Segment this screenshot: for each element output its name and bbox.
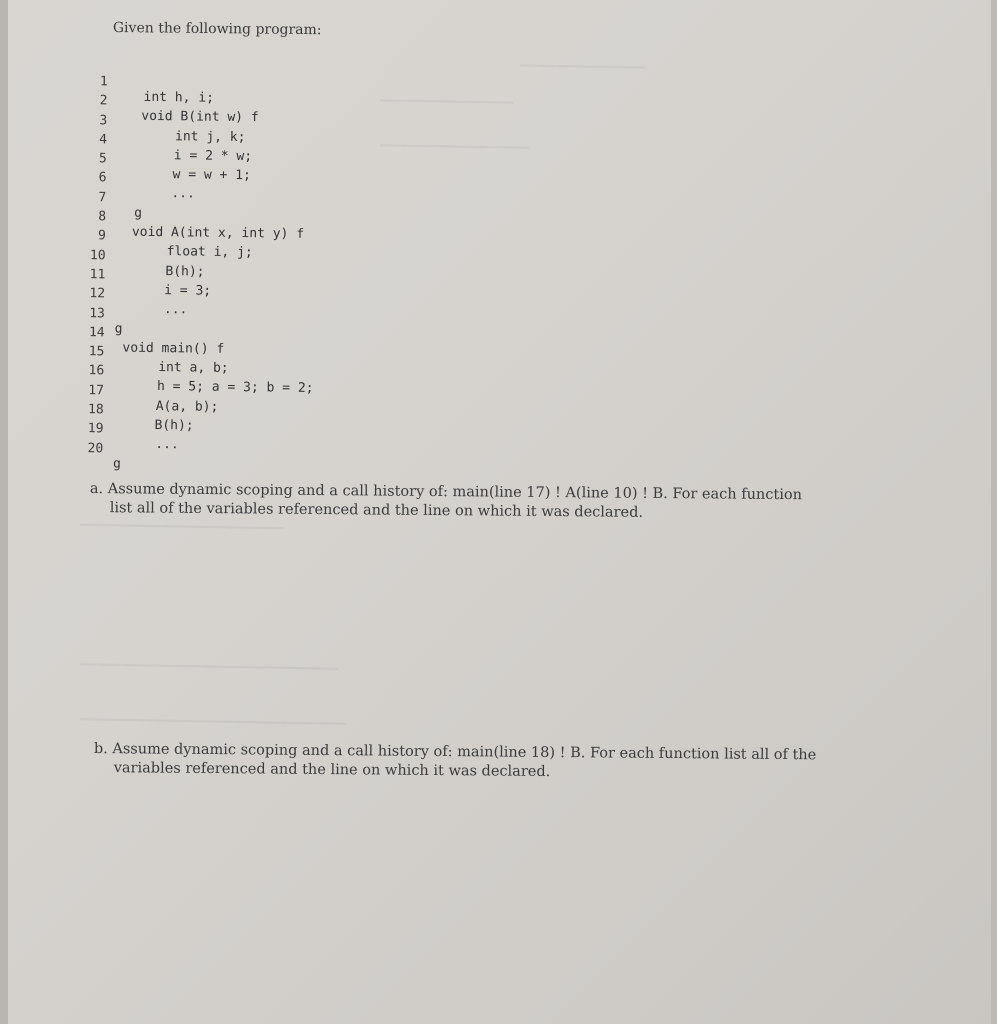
line-number: 18 [87,402,104,418]
code-line [71,426,121,472]
code-text: A(a, b); [155,398,219,415]
question-a-line-2: list all of the variables referenced and the line on which it was declared. [109,500,644,521]
line-number: 14 [88,325,105,341]
line-number: 7 [98,190,107,206]
code-line [75,155,195,202]
line-number: 8 [98,209,107,225]
paper-edge-right [991,0,997,1024]
code-text: float i, j; [166,244,253,261]
line-number: 9 [97,228,106,244]
line-number: 13 [89,305,105,321]
code-text: ... [155,437,179,453]
line-number: 19 [87,421,104,437]
line-number: 6 [98,170,107,186]
code-text: i = 2 * w; [173,148,253,165]
question-b-line-2: variables referenced and the line on which it was declared. [113,760,551,780]
line-number: 1 [99,74,108,90]
code-line [74,194,305,242]
code-line [76,59,215,106]
code-text: int h, i; [143,89,215,106]
code-text: void A(int x, int y) f [131,224,305,242]
code-text: ... [171,186,195,202]
line-number: 2 [99,93,108,109]
paper-edge-left [0,0,8,1024]
line-number: 11 [89,267,106,283]
line-number: 12 [89,286,106,302]
line-number: 16 [88,363,105,379]
bleed-through-shadow: ━━━━━━━━━━━━━━━━━━━━━━━━━━━━━━━━━ [79,657,339,678]
question-a [90,480,910,525]
code-text: w = w + 1; [172,167,251,184]
code-line [74,175,143,221]
bleed-through-shadow: ━━━━━━━━━━━━━━━━━ [379,93,514,112]
code-text: i = 3; [164,283,212,299]
intro-text: Given the following program: [112,20,322,39]
bleed-through-shadow: ━━━━━━━━━━━━━━━━━━━━━━━━━━━━━━━━━━ [79,712,347,733]
code-text: B(h); [154,418,194,434]
line-number: 4 [99,132,108,148]
line-number: 17 [88,382,105,399]
code-text: B(h); [165,263,205,280]
bleed-through-shadow: ━━━━━━━━━━━━━━━━━━━ [379,138,529,157]
question-a-line-1: a. Assume dynamic scoping and a call history of: main(line 17) ! A(line 10) ! B. For each function [89,480,803,504]
line-number: 10 [89,247,106,264]
code-listing [71,59,314,472]
code-text: g [134,205,143,221]
line-number: 15 [88,344,105,360]
code-text: ... [163,302,188,318]
line-number: 20 [87,440,104,457]
code-text: h = 5; a = 3; b = 2; [156,379,314,397]
code-text: g [114,321,123,337]
bleed-through-shadow: ━━━━━━━━━━━━━━━━━━━━━━━━━━ [79,518,284,537]
line-number: 3 [99,112,108,128]
question-b-line-1: b. Assume dynamic scoping and a call history of: main(line 18) ! B. For each function list all of the [93,740,817,764]
question-b [94,740,924,785]
code-text: g [112,456,121,472]
line-number: 5 [98,151,107,167]
code-text: void B(int w) f [141,109,259,126]
bleed-through-shadow: ━━━━━━━━━━━━━━━━ [519,58,646,77]
code-text: int a, b; [158,360,229,377]
code-text: int j, k; [174,128,246,145]
code-text: void main() f [122,340,225,357]
